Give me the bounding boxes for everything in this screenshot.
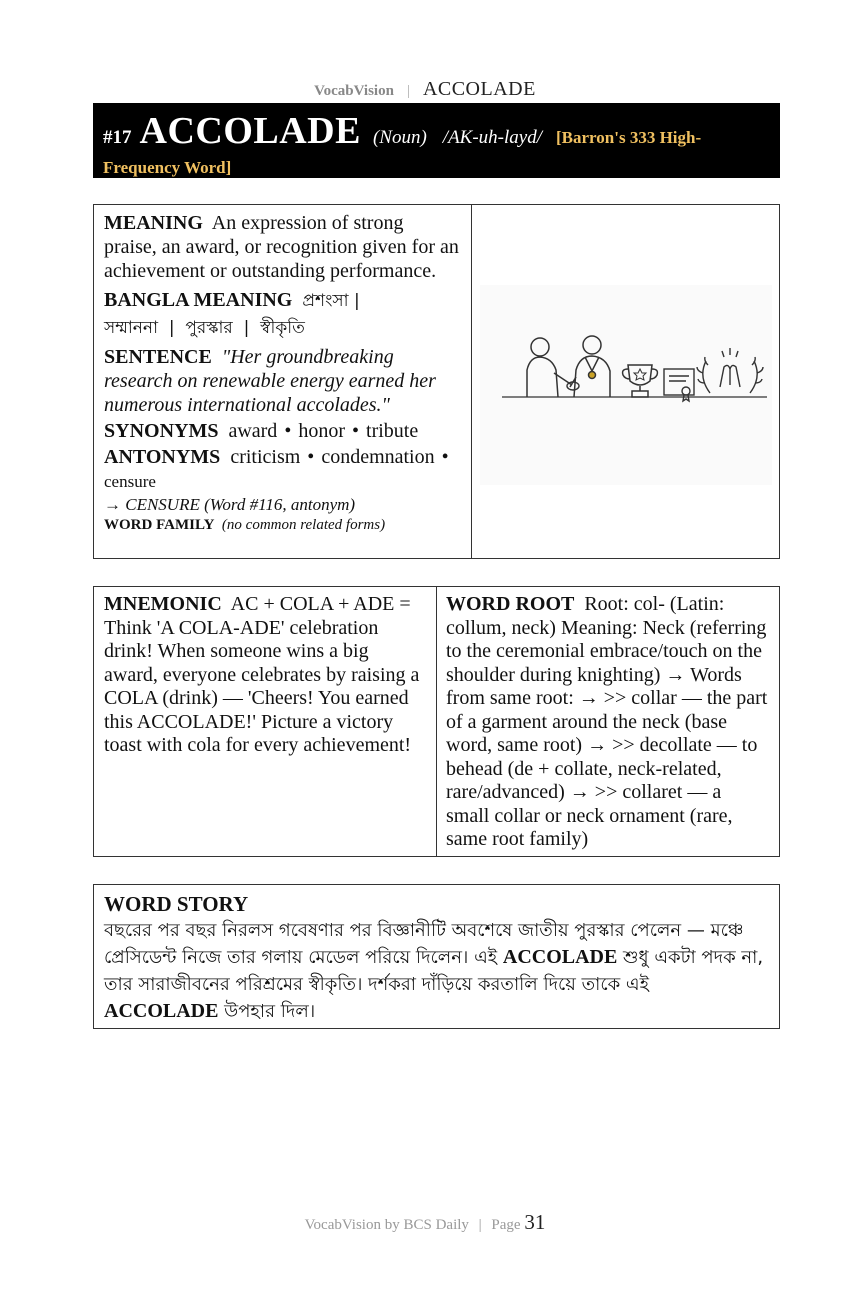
header-separator: |: [406, 83, 410, 99]
story-keyword: ACCOLADE: [104, 1000, 219, 1022]
story-part1: বছরের পর বছর নিরলস গবেষণার পর বিজ্ঞানীটি অবশেষে জাতীয় পুরস্কার পেলেন — মঞ্চে প্রেসিডেন্ট নিজে তার গলায় মেডেল পরিয়ে দিলেন। এই: [104, 920, 744, 968]
meaning-label: MEANING: [104, 212, 203, 234]
meaning-text: An expression of strong praise, an award, or recognition given for an achievement or outstanding performance.: [104, 212, 459, 282]
bullet: •: [352, 420, 360, 442]
mnemonic-label: MNEMONIC: [104, 593, 222, 615]
award-ceremony-illustration: [472, 205, 779, 558]
mnemonic-root-box: [93, 586, 780, 857]
antonyms-section: [104, 445, 461, 493]
word-root-label: WORD ROOT: [446, 593, 575, 615]
word-root-section: [437, 587, 779, 856]
part-of-speech: (Noun): [372, 127, 427, 148]
running-header: [0, 78, 850, 101]
mnemonic-section: [94, 587, 437, 856]
word-family-section: [104, 515, 461, 535]
synonym-item: honor: [298, 420, 345, 442]
bangla-line1: প্রশংসা |: [302, 291, 360, 311]
meaning-section: [104, 211, 461, 283]
definition-panel: [94, 205, 472, 558]
sentence-label: SENTENCE: [104, 346, 212, 368]
illustration-panel: [472, 205, 779, 558]
sentence-section: [104, 345, 461, 417]
antonym-crossref: → CENSURE (Word #116, antonym): [104, 495, 356, 514]
bullet: •: [441, 446, 449, 468]
header-brand: VocabVision: [314, 83, 394, 99]
synonyms-label: SYNONYMS: [104, 420, 219, 442]
antonym-item: condemnation: [321, 446, 435, 468]
antonym-item: censure: [104, 472, 156, 491]
footer-separator: |: [478, 1217, 482, 1233]
frequency-tag-cont: Frequency Word]: [103, 158, 232, 177]
mnemonic-text: AC + COLA + ADE = Think 'A COLA-ADE' celebration drink! When someone wins a big award, everyone celebrates by raising a COLA (drink) — 'Cheers! You earned this ACCOLADE!' Picture a victory toast with cola for every achievement!: [104, 593, 420, 756]
page-footer: [0, 1210, 850, 1235]
definition-box: [93, 204, 780, 559]
bullet: •: [284, 420, 292, 442]
word-banner: [93, 103, 780, 178]
synonym-item: tribute: [366, 420, 419, 442]
frequency-tag: [Barron's 333 High-: [556, 128, 702, 147]
page-number: 31: [524, 1210, 546, 1234]
pronunciation: /AK-uh-layd/: [442, 127, 542, 148]
word-story-title: WORD STORY: [104, 892, 249, 916]
word-number: #17: [103, 127, 132, 148]
story-part3: উপহার দিল।: [218, 1001, 316, 1022]
synonyms-section: [104, 419, 461, 443]
story-keyword: ACCOLADE: [502, 946, 618, 968]
story-part2: শুধু একটা পদক না, তার সারাজীবনের পরিশ্রমের স্বীকৃতি। দর্শকরা দাঁড়িয়ে করতালি দিয়ে তাকে এই: [104, 947, 764, 995]
bangla-section: [104, 287, 461, 341]
footer-text: VocabVision by BCS Daily: [304, 1217, 469, 1233]
antonym-item: criticism: [230, 446, 301, 468]
word-family-label: WORD FAMILY: [104, 517, 215, 533]
sentence-text: "Her groundbreaking research on renewable energy earned her numerous international accolades.": [104, 346, 436, 416]
word-story-text: [104, 917, 769, 1025]
bangla-line2: সম্মাননা | পুরস্কার | স্বীকৃতি: [104, 318, 305, 338]
bangla-label: BANGLA MEANING: [104, 289, 293, 311]
bullet: •: [307, 446, 315, 468]
page-label: Page: [491, 1217, 521, 1233]
synonym-item: award: [228, 420, 278, 442]
word-story-box: [93, 884, 780, 1029]
word-root-text: Root: col- (Latin: collum, neck) Meaning: Neck (referring to the ceremonial embrace/touch on the shoulder during knighting) → Words from same root: → >> collar — the part of a garment around the neck (base word, same root) → >> decollate — to behead (de + collate, neck-related, rare/advanced) → >> collaret — a small collar or neck ornament (rare, same root family): [446, 593, 768, 850]
word-family-text: (no common related forms): [221, 517, 386, 533]
headword: ACCOLADE: [139, 110, 361, 152]
header-word: ACCOLADE: [422, 78, 536, 100]
antonyms-label: ANTONYMS: [104, 446, 221, 468]
